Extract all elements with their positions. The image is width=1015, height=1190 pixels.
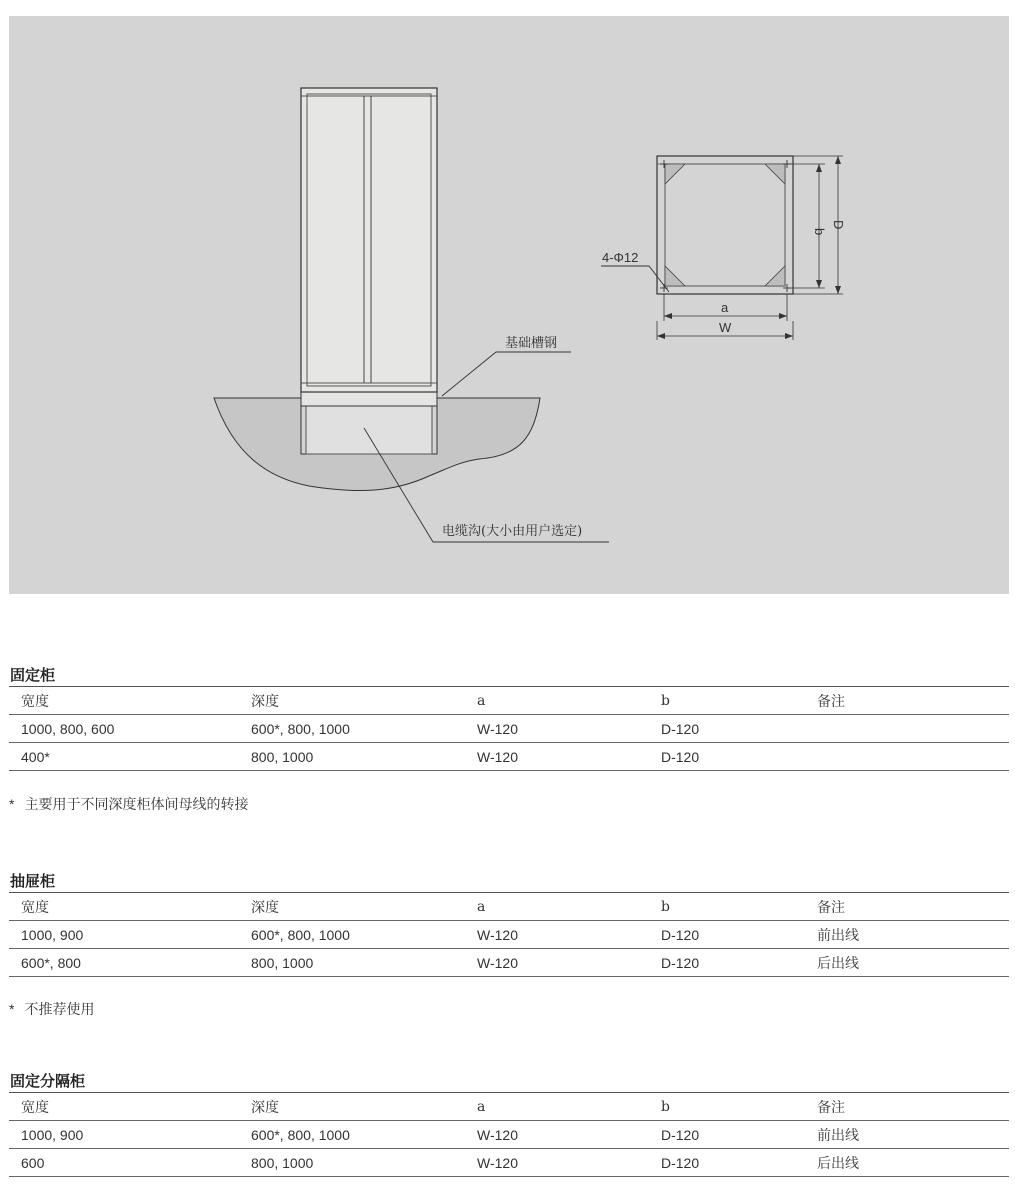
header-remark: 备注: [805, 687, 1009, 715]
mounting-holes: [660, 160, 791, 292]
label-cable-trench: 电缆沟(大小由用户选定): [442, 524, 583, 539]
table-row: 400* 800, 1000 W-120 D-120: [9, 743, 1009, 771]
footnote: [9, 794, 248, 814]
section-fixed-partition-cabinet: [9, 1070, 1009, 1177]
header-depth: 深度: [239, 893, 465, 921]
label-b: b: [812, 228, 827, 236]
label-D: D: [831, 220, 846, 230]
table-header-row: [9, 687, 1009, 715]
header-a: a: [465, 1093, 649, 1121]
spec-table: [9, 686, 1009, 771]
label-W: W: [719, 320, 732, 335]
footnote-mark: *: [9, 796, 15, 812]
section-title: 固定柜: [10, 666, 56, 684]
table-row: 1000, 900 600*, 800, 1000 W-120 D-120 前出线: [9, 1121, 1009, 1149]
table-row: 600*, 800 800, 1000 W-120 D-120 后出线: [9, 949, 1009, 977]
header-a: a: [465, 893, 649, 921]
label-base-channel: 基础槽钢: [505, 336, 558, 351]
table-row: 1000, 800, 600 600*, 800, 1000 W-120 D-120: [9, 715, 1009, 743]
header-remark: 备注: [805, 893, 1009, 921]
table-header-row: [9, 893, 1009, 921]
table-header-row: [9, 1093, 1009, 1121]
header-depth: 深度: [239, 687, 465, 715]
header-b: b: [649, 687, 805, 715]
table-row: 1000, 900 600*, 800, 1000 W-120 D-120 前出线: [9, 921, 1009, 949]
table-row: 600 800, 1000 W-120 D-120 后出线: [9, 1149, 1009, 1177]
section-drawer-cabinet: [9, 870, 1009, 977]
header-width: 宽度: [9, 1093, 239, 1121]
plan-view-frame: [657, 156, 793, 294]
footnote: [9, 999, 94, 1019]
header-b: b: [649, 893, 805, 921]
label-a: a: [721, 300, 729, 315]
section-title: 固定分隔柜: [10, 1072, 86, 1090]
footnote-text: 不推荐使用: [24, 1002, 95, 1018]
label-holes: 4-Φ12: [602, 250, 639, 265]
diagram-svg: [9, 16, 1009, 594]
cable-trench: [306, 404, 432, 454]
section-title: 抽屉柜: [10, 872, 56, 890]
cabinet-front: [301, 88, 437, 392]
footnote-mark: *: [9, 1001, 15, 1017]
installation-diagram: [9, 16, 1009, 594]
header-a: a: [465, 687, 649, 715]
spec-table: [9, 892, 1009, 977]
header-depth: 深度: [239, 1093, 465, 1121]
base-channel-steel: [301, 392, 437, 406]
footnote-text: 主要用于不同深度柜体间母线的转接: [24, 797, 249, 813]
header-width: 宽度: [9, 893, 239, 921]
header-b: b: [649, 1093, 805, 1121]
header-remark: 备注: [805, 1093, 1009, 1121]
header-width: 宽度: [9, 687, 239, 715]
section-fixed-cabinet: [9, 664, 1009, 771]
spec-table: [9, 1092, 1009, 1177]
